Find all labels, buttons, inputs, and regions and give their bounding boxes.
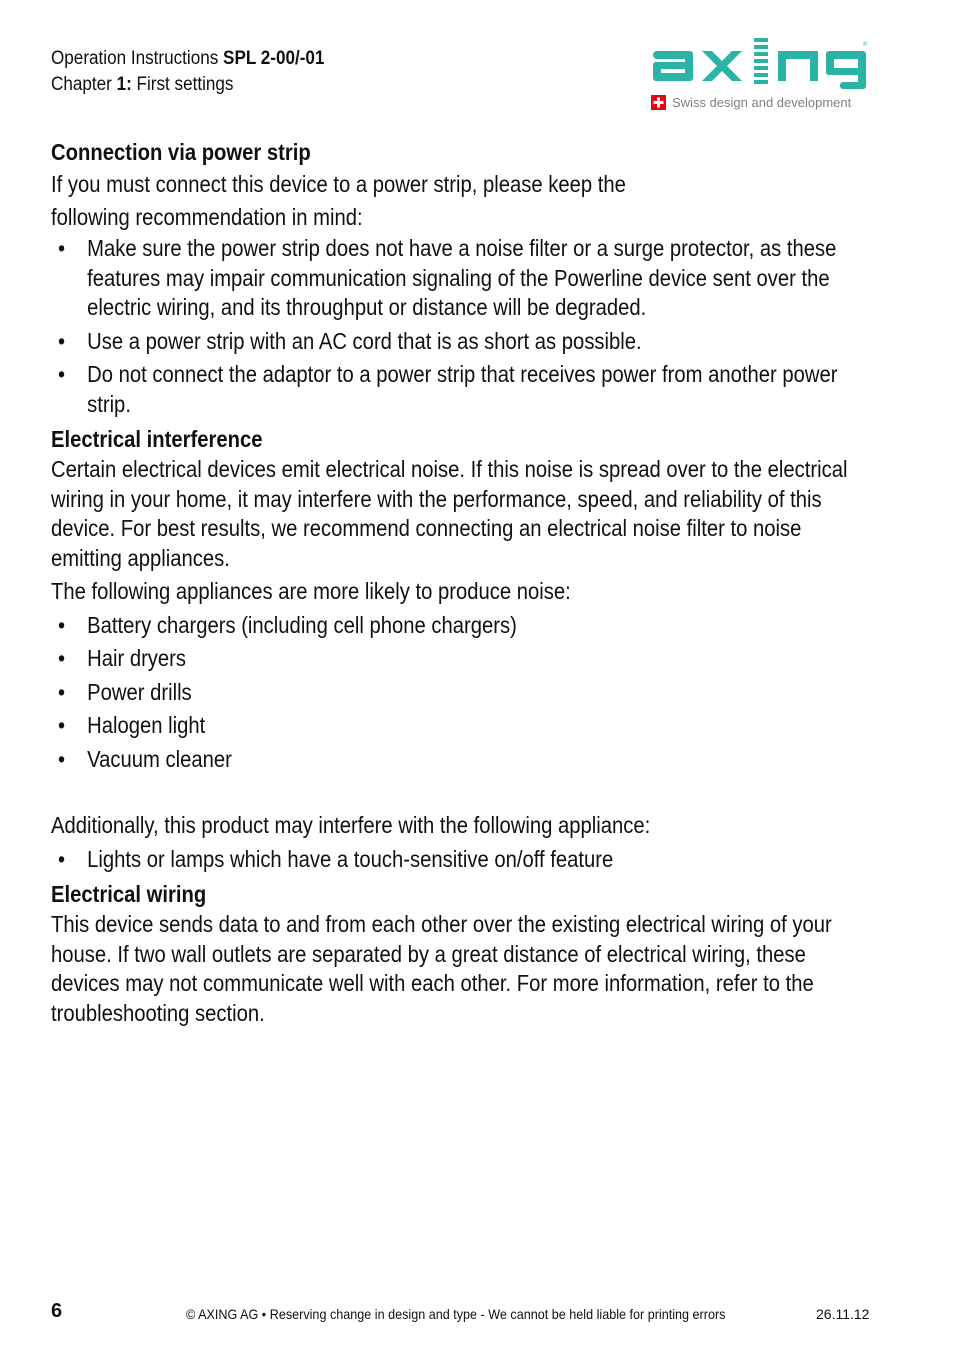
- list-item-text: Power drills: [87, 678, 192, 705]
- logo-tagline: Swiss design and development: [672, 95, 852, 110]
- bullet-icon: •: [58, 645, 66, 671]
- bullet-icon: •: [58, 361, 66, 387]
- main-content: [51, 136, 861, 1032]
- spacer: [51, 778, 861, 811]
- list-item: [51, 745, 861, 775]
- power-strip-intro-line2: following recommendation in mind:: [51, 204, 363, 230]
- header-document-line: [51, 46, 324, 72]
- list-item-text: Do not connect the adaptor to a power strip that receives power from another power strip.: [87, 361, 838, 417]
- power-strip-intro-line1: If you must connect this device to a power strip, please keep the: [51, 171, 626, 197]
- list-item: [51, 360, 861, 419]
- power-strip-list: [51, 234, 861, 419]
- bullet-icon: •: [58, 678, 66, 705]
- wiring-paragraph: This device sends data to and from each other over the existing electrical wiring of your house. If two wall outlets are separated by a great distance of electrical wiring, these devices may not communicate well with each other. For more information, refer to the troubleshooting section.: [51, 911, 832, 1026]
- swiss-flag-icon: [651, 95, 666, 110]
- appliances-intro: The following appliances are more likely to produce noise:: [51, 578, 571, 604]
- bullet-icon: •: [58, 611, 66, 638]
- footer-date: 26.11.12: [816, 1306, 870, 1322]
- svg-text:®: ®: [863, 42, 868, 48]
- list-item: [51, 234, 861, 323]
- list-item-text: Use a power strip with an AC cord that is as short as possible.: [87, 327, 642, 354]
- list-item-text: Battery chargers (including cell phone chargers): [87, 611, 517, 638]
- header-chapter-title: First settings: [131, 74, 234, 95]
- list-item: [51, 644, 861, 674]
- additional-intro: Additionally, this product may interfere with the following appliance:: [51, 812, 651, 838]
- header-chapter-line: [51, 72, 324, 98]
- header-chapter-number: 1:: [116, 74, 132, 95]
- additional-list: [51, 845, 861, 875]
- bullet-icon: •: [58, 235, 66, 261]
- page-number: 6: [51, 1300, 63, 1322]
- page-header: [51, 46, 324, 98]
- list-item: [51, 711, 861, 741]
- interference-paragraph: Certain electrical devices emit electrical noise. If this noise is spread over to the electrical wiring in your home, it may interfere with the performance, speed, and reliability of this device. For best results, we recommend connecting an electrical noise filter to noise emitting appliances.: [51, 456, 848, 571]
- heading-power-strip: Connection via power strip: [51, 139, 311, 165]
- header-model: SPL 2-00/-01: [223, 48, 325, 69]
- list-item: [51, 678, 861, 708]
- axing-logo-graphic: [650, 36, 872, 114]
- list-item-text: Hair dryers: [87, 645, 187, 671]
- axing-wordmark: [653, 38, 866, 89]
- appliances-list: [51, 611, 861, 775]
- bullet-icon: •: [58, 745, 66, 772]
- heading-interference: Electrical interference: [51, 426, 263, 452]
- list-item: [51, 327, 861, 357]
- bullet-icon: •: [58, 327, 66, 354]
- list-item-text: Halogen light: [87, 712, 206, 738]
- bullet-icon: •: [58, 845, 66, 872]
- header-doc-prefix: Operation Instructions: [51, 48, 224, 69]
- list-item: [51, 611, 861, 641]
- list-item-text: Vacuum cleaner: [87, 745, 232, 772]
- list-item-text: Make sure the power strip does not have a noise filter or a surge protector, as these features may impair communication signaling of the Powerline device sent over the electric wiring, and its throughput or distance will be degraded.: [87, 235, 837, 320]
- bullet-icon: •: [58, 712, 66, 738]
- footer-copyright: © AXING AG • Reserving change in design and type - We cannot be held liable for printing errors: [186, 1306, 726, 1322]
- axing-logo: [650, 36, 872, 114]
- header-chapter-prefix: Chapter: [51, 74, 117, 95]
- list-item-text: Lights or lamps which have a touch-sensitive on/off feature: [87, 845, 614, 872]
- list-item: [51, 845, 861, 875]
- heading-wiring: Electrical wiring: [51, 881, 207, 907]
